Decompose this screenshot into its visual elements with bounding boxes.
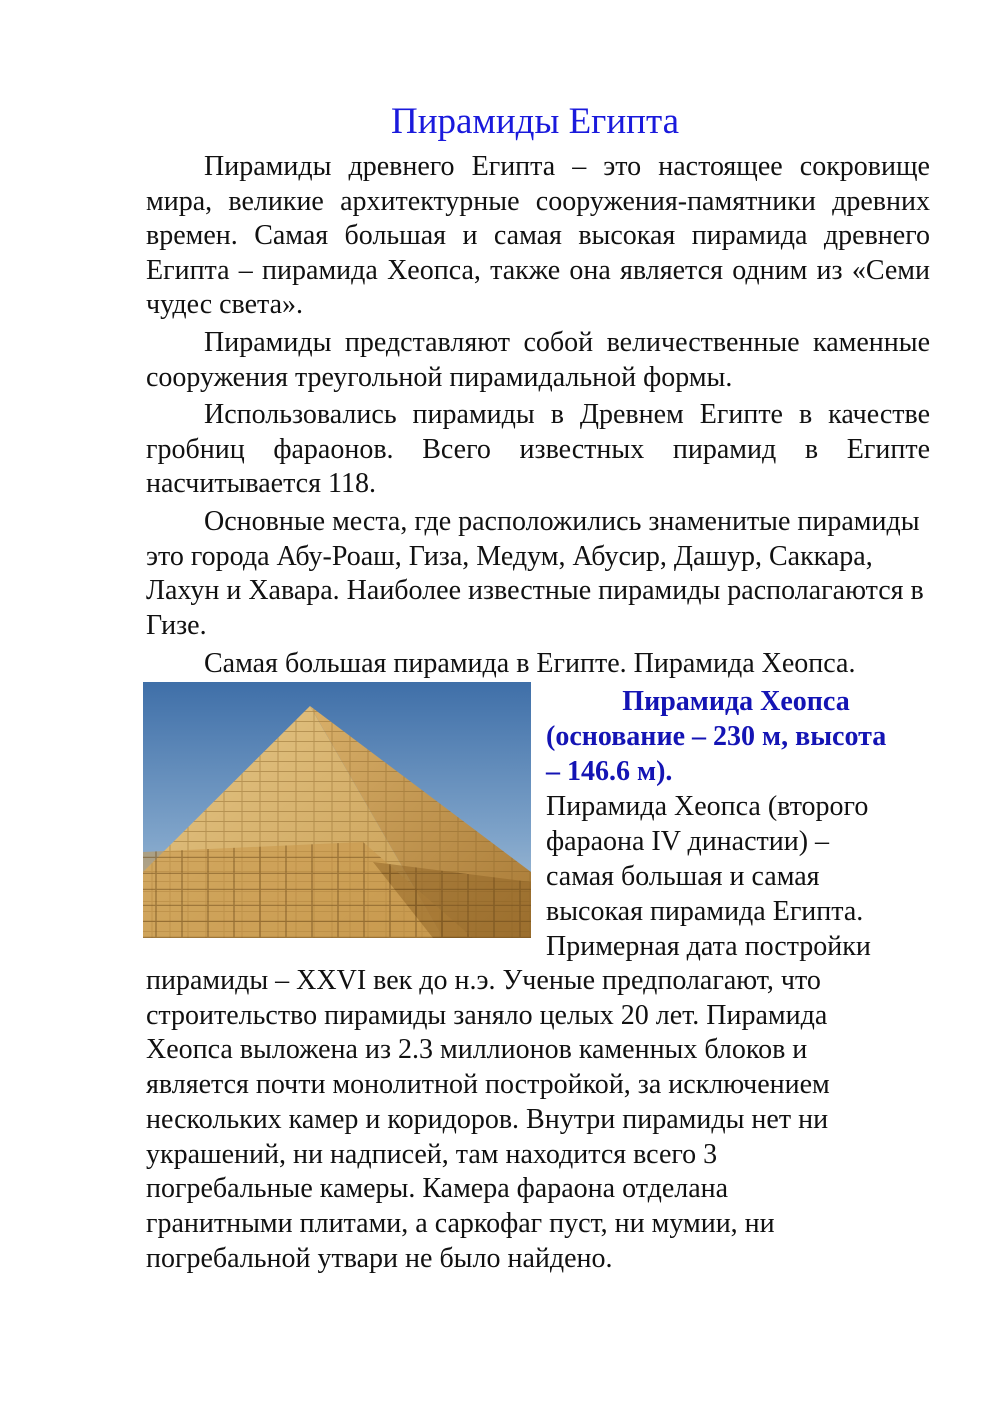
paragraph-shape	[146, 326, 930, 395]
text-line: строительство пирамиды заняло целых 20 лет. Пирамида	[146, 999, 828, 1031]
paragraph-intro-text: Пирамиды древнего Египта – это настоящее сокровище мира, великие архитектурные сооружения-памятники древних времен. Самая большая и самая высокая пирамида древнего Египта – пирамида Хеопса, также она является одним из «Семи чудес света».	[146, 151, 930, 320]
text-line: Хеопса выложена из 2.3 миллионов каменных блоков и	[146, 1034, 808, 1066]
pyramid-photo	[143, 682, 531, 938]
page-title: Пирамиды Египта	[390, 101, 679, 142]
text-line: высокая пирамида Египта.	[546, 896, 864, 927]
cheops-heading-line3: – 146.6 м).	[546, 756, 673, 787]
paragraph-locations	[146, 505, 930, 643]
text-line: украшений, ни надписей, там находится всего 3	[146, 1138, 718, 1170]
paragraph-locations-text: Основные места, где расположились знаменитые пирамиды это города Абу-Роаш, Гиза, Медум, Абусир, Дашур, Саккара, Лахун и Хавара. Наиболее известные пирамиды располагаются в Гизе.	[146, 506, 924, 641]
text-line: нескольких камер и коридоров. Внутри пирамиды нет ни	[146, 1103, 829, 1135]
paragraph-intro	[146, 150, 930, 323]
cheops-heading	[546, 684, 926, 789]
cheops-bottom-text	[146, 964, 930, 1276]
paragraph-tombs-text: Использовались пирамиды в Древнем Египте в качестве гробниц фараонов. Всего известных пирамид в Египте насчитывается 118.	[146, 399, 930, 499]
cheops-side-text	[546, 789, 926, 964]
text-line: гранитными плитами, а саркофаг пуст, ни мумии, ни	[146, 1207, 775, 1239]
text-line: Примерная дата постройки	[546, 931, 871, 962]
text-line: самая большая и самая	[546, 861, 820, 892]
paragraph-largest	[146, 647, 930, 682]
text-line: пирамиды – XXVI век до н.э. Ученые предполагают, что	[146, 965, 821, 996]
text-line: является почти монолитной постройкой, за исключением	[146, 1069, 830, 1101]
text-line: Пирамида Хеопса (второго	[546, 791, 869, 822]
text-line: погребальной утвари не было найдено.	[146, 1242, 613, 1274]
paragraph-shape-text: Пирамиды представляют собой величественные каменные сооружения треугольной пирамидальной формы.	[146, 327, 930, 393]
pyramid-illustration	[143, 682, 531, 938]
cheops-heading-line1: Пирамида Хеопса	[622, 686, 850, 717]
paragraph-tombs	[146, 398, 930, 502]
cheops-heading-line2: (основание – 230 м, высота	[546, 721, 887, 752]
text-line: погребальные камеры. Камера фараона отделана	[146, 1173, 729, 1205]
paragraph-largest-text: Самая большая пирамида в Египте. Пирамида Хеопса.	[204, 648, 856, 679]
text-line: фараона IV династии) –	[546, 826, 830, 857]
